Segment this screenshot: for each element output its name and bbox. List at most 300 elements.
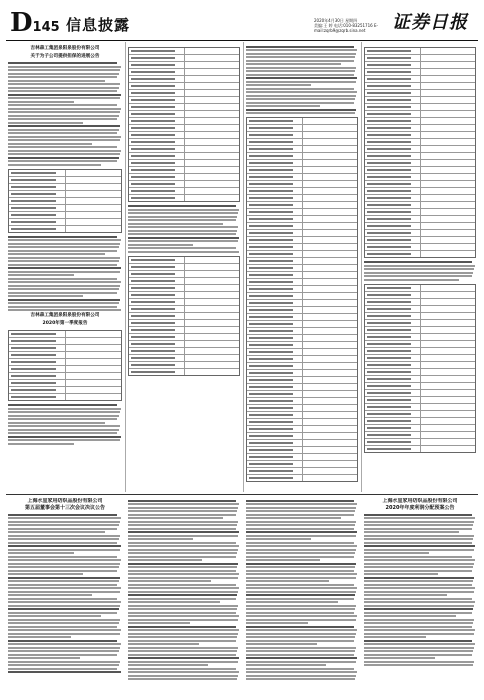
text-line (128, 233, 236, 235)
table-row (365, 97, 475, 104)
text-line (246, 626, 354, 628)
text-line (246, 53, 356, 55)
text-line (128, 605, 238, 607)
text-line (8, 295, 83, 297)
text-line (364, 605, 474, 607)
text-line (8, 111, 120, 113)
text-line (8, 650, 119, 652)
table-row (129, 104, 239, 111)
table-row (129, 355, 239, 362)
text-line (246, 510, 355, 512)
table-row (365, 167, 475, 174)
table-row (247, 468, 357, 475)
table-row (247, 363, 357, 370)
table-row (365, 195, 475, 202)
table-row (9, 373, 121, 380)
table-row (129, 146, 239, 153)
text-line (8, 577, 120, 579)
table-row (247, 377, 357, 384)
text-line (246, 538, 311, 540)
text-line (364, 647, 474, 649)
text-line (8, 580, 119, 582)
text-line (246, 678, 355, 680)
text-line (8, 101, 74, 103)
text-line (8, 436, 121, 438)
bottom-notice-subtitle-2: 2020年年度利润分配预案公告 (385, 505, 455, 511)
table-row (247, 237, 357, 244)
table-row (365, 439, 475, 446)
text-line (364, 615, 456, 617)
text-line (8, 118, 117, 120)
text-line (8, 62, 117, 64)
table-row (129, 369, 239, 375)
table-row (365, 132, 475, 139)
text-line (8, 517, 121, 519)
text-line (246, 524, 355, 526)
text-line (8, 108, 121, 110)
table-row (247, 412, 357, 419)
text-line (128, 615, 239, 617)
text-line (8, 299, 120, 301)
text-line (364, 587, 475, 589)
text-line (8, 104, 117, 106)
table-row (365, 69, 475, 76)
text-line (128, 230, 237, 232)
text-line (364, 517, 475, 519)
table-row (247, 307, 357, 314)
table-row (247, 398, 357, 405)
table-row (247, 223, 357, 230)
text-line (246, 587, 357, 589)
table-row (365, 369, 475, 376)
table-row (129, 118, 239, 125)
text-line (364, 636, 426, 638)
text-line (246, 95, 356, 97)
text-line (8, 404, 117, 406)
text-line (246, 56, 355, 58)
table-row (129, 188, 239, 195)
text-line (8, 150, 121, 152)
text-line (8, 612, 117, 614)
text-line (8, 528, 117, 530)
table-row (247, 160, 357, 167)
table-row (129, 111, 239, 118)
table-row (247, 244, 357, 251)
text-line (128, 643, 199, 645)
table-row (365, 355, 475, 362)
text-line (8, 125, 120, 127)
table-row (247, 321, 357, 328)
table-row (365, 55, 475, 62)
text-line (364, 524, 473, 526)
table-row (365, 48, 475, 55)
text-line (246, 605, 356, 607)
text-line (246, 74, 354, 76)
table-row (247, 300, 357, 307)
text-line (128, 244, 193, 246)
text-line (8, 239, 121, 241)
text-line (246, 528, 354, 530)
text-line (8, 246, 119, 248)
text-line (8, 626, 117, 628)
text-line (8, 73, 119, 75)
financial-table (128, 256, 240, 376)
text-line (8, 69, 120, 71)
text-line (8, 429, 119, 431)
text-line (8, 302, 119, 304)
text-line (8, 608, 119, 610)
table-row (365, 223, 475, 230)
text-line (364, 528, 472, 530)
column-rule (125, 42, 126, 492)
text-line (128, 584, 236, 586)
text-line (8, 257, 120, 259)
table-row (129, 292, 239, 299)
table-row (365, 139, 475, 146)
table-row (365, 125, 475, 132)
text-line (8, 598, 117, 600)
table-row (247, 265, 357, 272)
text-line (8, 260, 119, 262)
text-line (246, 542, 354, 544)
text-line (8, 545, 121, 547)
text-line (364, 626, 472, 628)
text-line (8, 521, 120, 523)
text-line (8, 542, 117, 544)
text-line (364, 265, 475, 267)
table-row (365, 432, 475, 439)
table-row (365, 376, 475, 383)
text-line (128, 654, 236, 656)
table-row (247, 454, 357, 461)
text-line (246, 81, 356, 83)
text-line (364, 654, 472, 656)
table-row (9, 191, 121, 198)
text-line (364, 521, 474, 523)
text-line (246, 521, 356, 523)
text-line (8, 253, 105, 255)
text-line (128, 671, 239, 673)
table-row (129, 48, 239, 55)
text-line (8, 622, 119, 624)
text-line (8, 633, 120, 635)
table-row (247, 426, 357, 433)
text-line (128, 598, 236, 600)
text-line (128, 664, 208, 666)
table-row (129, 299, 239, 306)
text-line (246, 88, 354, 90)
text-line (8, 643, 121, 645)
table-row (365, 299, 475, 306)
text-line (364, 657, 435, 659)
text-line (364, 559, 475, 561)
text-line (128, 531, 239, 533)
text-line (364, 268, 474, 270)
table-row (129, 76, 239, 83)
table-row (247, 132, 357, 139)
notice-subtitle-2: 2020年第一季度报告 (42, 321, 88, 326)
text-line (8, 164, 101, 166)
text-line (364, 591, 474, 593)
table-row (247, 146, 357, 153)
text-line (246, 598, 354, 600)
text-line (246, 77, 357, 79)
table-row (129, 69, 239, 76)
text-line (128, 626, 236, 628)
text-line (246, 594, 355, 596)
text-line (128, 223, 223, 225)
text-line (246, 668, 354, 670)
text-line (364, 608, 473, 610)
table-row (129, 341, 239, 348)
text-line (246, 563, 356, 565)
text-line (364, 619, 474, 621)
text-line (364, 563, 474, 565)
text-line (364, 261, 472, 263)
text-line (8, 559, 121, 561)
text-line (8, 139, 120, 141)
table-row (129, 160, 239, 167)
text-line (128, 580, 211, 582)
text-line (128, 212, 238, 214)
table-row (247, 328, 357, 335)
text-line (246, 615, 357, 617)
table-row (247, 293, 357, 300)
text-line (128, 668, 236, 670)
text-line (8, 422, 105, 424)
table-row (247, 251, 357, 258)
text-line (128, 219, 236, 221)
table-row (247, 258, 357, 265)
text-line (8, 153, 120, 155)
table-row (9, 177, 121, 184)
table-row (365, 230, 475, 237)
text-line (246, 629, 357, 631)
table-row (9, 226, 121, 232)
text-line (364, 538, 473, 540)
text-line (246, 84, 311, 86)
text-line (246, 552, 355, 554)
text-line (8, 552, 74, 554)
text-line (128, 507, 238, 509)
column-1 (8, 44, 122, 492)
table-row (365, 202, 475, 209)
text-line (8, 97, 120, 99)
text-line (246, 549, 356, 551)
table-row (247, 475, 357, 481)
notice-title-2: 吉林森工集团泉阳泉股份有限公司 (30, 313, 100, 318)
text-line (246, 573, 357, 575)
text-line (364, 514, 472, 516)
text-line (128, 226, 238, 228)
text-line (364, 566, 473, 568)
table-row (129, 195, 239, 201)
table-row (129, 271, 239, 278)
table-row (9, 394, 121, 400)
column-2 (128, 44, 240, 492)
text-line (8, 570, 117, 572)
text-line (364, 549, 474, 551)
text-line (8, 281, 121, 283)
text-line (364, 629, 475, 631)
table-row (247, 195, 357, 202)
table-row (247, 370, 357, 377)
column-4 (364, 44, 476, 492)
text-line (8, 90, 117, 92)
text-line (8, 601, 121, 603)
text-line (246, 500, 354, 502)
text-line (364, 664, 473, 666)
table-row (365, 292, 475, 299)
table-row (9, 387, 121, 394)
table-row (129, 264, 239, 271)
text-line (8, 591, 120, 593)
table-row (365, 320, 475, 327)
text-line (128, 601, 220, 603)
table-row (247, 202, 357, 209)
text-line (8, 671, 121, 673)
table-row (247, 349, 357, 356)
text-line (8, 236, 117, 238)
text-line (246, 63, 341, 65)
text-line (246, 503, 357, 505)
text-line (8, 640, 117, 642)
cash-flow-table (364, 284, 476, 453)
page-number (10, 6, 60, 45)
table-row (247, 391, 357, 398)
table-row (365, 418, 475, 425)
text-line (246, 608, 355, 610)
table-row (9, 366, 121, 373)
text-line (8, 531, 105, 533)
newspaper-logo: 证券日报 (392, 12, 468, 33)
table-row (129, 62, 239, 69)
text-line (8, 535, 120, 537)
text-line (128, 563, 238, 565)
text-line (246, 517, 341, 519)
text-line (8, 563, 120, 565)
text-line (128, 240, 238, 242)
text-line (128, 251, 239, 253)
table-row (129, 132, 239, 139)
text-line (8, 309, 121, 311)
text-line (8, 285, 120, 287)
text-line (128, 549, 238, 551)
text-line (246, 46, 354, 48)
table-row (365, 327, 475, 334)
text-line (8, 94, 121, 96)
text-line (128, 556, 236, 558)
text-line (8, 76, 117, 78)
editor-line: 美编:王 婷 电话:010-83251716 E-mail:zqrb9@zqrb.sina.net (314, 23, 378, 33)
text-line (364, 580, 473, 582)
table-row (365, 216, 475, 223)
table-row (129, 153, 239, 160)
table-row (365, 160, 475, 167)
text-line (128, 552, 237, 554)
text-line (246, 657, 357, 659)
text-line (364, 577, 474, 579)
table-row (129, 139, 239, 146)
table-row (365, 390, 475, 397)
text-line (8, 122, 83, 124)
text-line (128, 517, 223, 519)
table-row (365, 425, 475, 432)
table-row (247, 433, 357, 440)
text-line (8, 432, 117, 434)
table-row (9, 331, 121, 338)
text-line (128, 608, 237, 610)
table-row (129, 306, 239, 313)
text-line (8, 524, 119, 526)
text-line (128, 661, 238, 663)
text-line (364, 661, 474, 663)
text-line (246, 98, 355, 100)
text-line (8, 594, 92, 596)
text-line (246, 650, 355, 652)
bottom-notice-subtitle: 第五届董事会第十三次会议决议公告 (24, 505, 105, 511)
text-line (128, 657, 239, 659)
text-line (364, 545, 475, 547)
table-row (247, 272, 357, 279)
text-line (246, 112, 355, 114)
table-row (247, 118, 357, 125)
table-row (247, 279, 357, 286)
table-row (247, 139, 357, 146)
text-line (8, 411, 120, 413)
section-divider (6, 494, 478, 495)
table-row (247, 356, 357, 363)
text-line (128, 528, 236, 530)
text-line (128, 500, 236, 502)
text-line (8, 514, 117, 516)
text-line (8, 415, 119, 417)
table-row (365, 334, 475, 341)
table-row (247, 230, 357, 237)
text-line (364, 640, 472, 642)
text-line (8, 549, 120, 551)
text-line (128, 622, 190, 624)
text-line (8, 288, 119, 290)
text-line (128, 612, 236, 614)
text-line (8, 657, 80, 659)
table-row (365, 90, 475, 97)
text-line (246, 545, 357, 547)
text-line (364, 594, 447, 596)
table-row (365, 383, 475, 390)
table-row (365, 341, 475, 348)
text-line (128, 535, 238, 537)
text-line (128, 545, 239, 547)
text-line (8, 83, 120, 85)
text-line (246, 535, 356, 537)
text-line (364, 570, 472, 572)
text-line (246, 664, 326, 666)
text-line (246, 636, 355, 638)
table-row (365, 397, 475, 404)
table-row (247, 153, 357, 160)
text-line (8, 66, 121, 68)
text-line (8, 267, 121, 269)
text-line (8, 664, 119, 666)
table-row (247, 209, 357, 216)
table-row (247, 384, 357, 391)
text-line (128, 514, 236, 516)
text-line (128, 237, 239, 239)
text-line (246, 584, 354, 586)
text-line (246, 514, 354, 516)
table-row (9, 170, 121, 177)
